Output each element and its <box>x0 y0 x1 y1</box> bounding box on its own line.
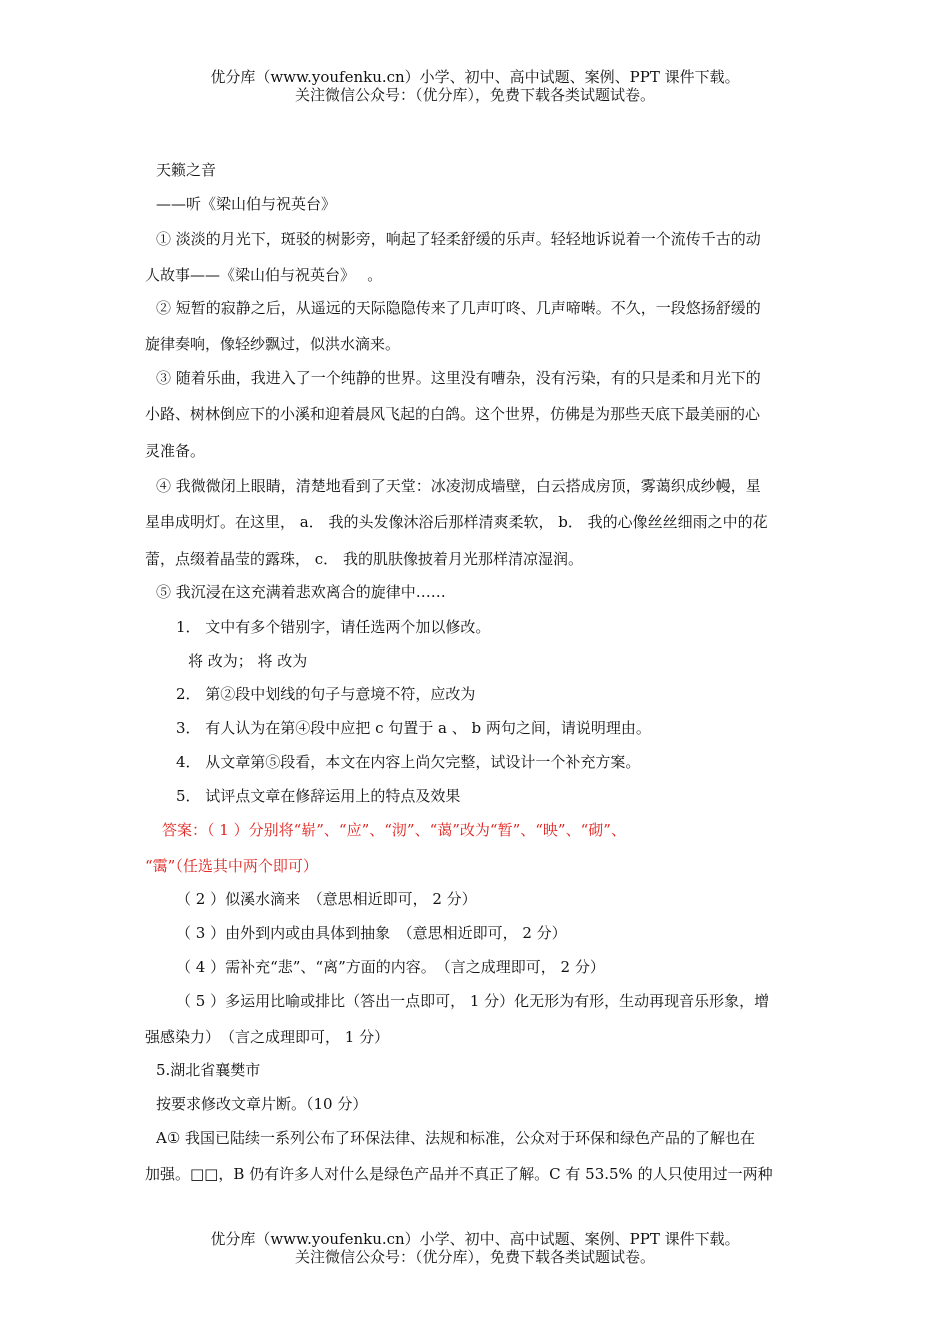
question-1-blanks: 将 改为； 将 改为 <box>188 652 308 670</box>
task-instruction: 按要求修改文章片断。（10 分） <box>156 1095 368 1113</box>
answer-2: （ 2 ）似溪水滴来 （意思相近即可， 2 分） <box>176 890 477 908</box>
paragraph-4-line-2: 星串成明灯。在这里， a． 我的头发像沐浴后那样清爽柔软， b． 我的心像丝丝细雨之中的花 <box>145 513 768 531</box>
article-title: 天籁之音 <box>156 161 217 179</box>
paragraph-3-line-1: ③ 随着乐曲，我进入了一个纯静的世界。这里没有嘈杂，没有污染，有的只是柔和月光下的 <box>156 369 761 387</box>
section-heading: 5.湖北省襄樊市 <box>156 1061 261 1079</box>
header-line-1: 优分库（www.youfenku.cn）小学、初中、高中试题、案例、PPT 课件下载。 <box>210 68 740 86</box>
answer-4: （ 4 ）需补充“悲”、“离”方面的内容。 （言之成理即可， 2 分） <box>176 958 605 976</box>
header-line-2: 关注微信公众号：（优分库），免费下载各类试题试卷。 <box>294 86 655 104</box>
paragraph-3-line-2: 小路、树林倒应下的小溪和迎着晨风飞起的白鸽。这个世界，仿佛是为那些天底下最美丽的心 <box>145 405 761 423</box>
answer-3: （ 3 ）由外到内或由具体到抽象 （意思相近即可， 2 分） <box>176 924 567 942</box>
question-4: 4． 从文章第⑤段看，本文在内容上尚欠完整，试设计一个补充方案。 <box>176 753 641 771</box>
page-footer <box>0 1230 950 1266</box>
answer-1-line-2: “霭”（任选其中两个即可） <box>145 857 318 875</box>
paragraph-1-line-2: 人故事——《梁山伯与祝英台》 。 <box>145 266 383 284</box>
paragraph-2-line-2: 旋律奏响，像轻纱飘过，似洪水滴来。 <box>145 335 401 353</box>
paragraph-4-line-3: 蕾，点缀着晶莹的露珠， c． 我的肌肤像披着月光那样清凉湿润。 <box>145 550 583 568</box>
paragraph-5: ⑤ 我沉浸在这充满着悲欢离合的旋律中…… <box>156 583 446 601</box>
excerpt-line-2: 加强。□□，B 仍有许多人对什么是绿色产品并不真正了解。C 有 53.5% 的人只使用过一两种 <box>145 1165 773 1183</box>
excerpt-line-1: A① 我国已陆续一系列公布了环保法律、法规和标准，公众对于环保和绿色产品的了解也在 <box>156 1129 756 1147</box>
answer-5-line-2: 强感染力） （言之成理即可， 1 分） <box>145 1028 390 1046</box>
question-1: 1． 文中有多个错别字，请任选两个加以修改。 <box>176 618 491 636</box>
answer-5-line-1: （ 5 ）多运用比喻或排比（答出一点即可， 1 分）化无形为有形，生动再现音乐形象，增 <box>176 992 770 1010</box>
footer-line-1: 优分库（www.youfenku.cn）小学、初中、高中试题、案例、PPT 课件下载。 <box>210 1230 740 1248</box>
question-5: 5． 试评点文章在修辞运用上的特点及效果 <box>176 787 461 805</box>
question-3: 3． 有人认为在第④段中应把 c 句置于 a 、 b 两句之间，请说明理由。 <box>176 719 651 737</box>
paragraph-1-line-1: ① 淡淡的月光下，斑驳的树影旁，响起了轻柔舒缓的乐声。轻轻地诉说着一个流传千古的动 <box>156 230 761 248</box>
paragraph-4-line-1: ④ 我微微闭上眼睛，清楚地看到了天堂：冰凌沏成墙壁，白云搭成房顶，雾蔼织成纱幔，星 <box>156 477 761 495</box>
paragraph-2-line-1: ② 短暂的寂静之后，从遥远的天际隐隐传来了几声叮咚、几声啼啭。不久，一段悠扬舒缓的 <box>156 299 761 317</box>
answer-1-line-1: 答案：（ 1 ）分别将“崭”、“应”、“沏”、“蔼”改为“暂”、“映”、“砌”、 <box>162 821 626 839</box>
footer-line-2: 关注微信公众号：（优分库），免费下载各类试题试卷。 <box>294 1248 655 1266</box>
paragraph-3-line-3: 灵准备。 <box>145 442 206 460</box>
page-header <box>0 68 950 104</box>
question-2: 2． 第②段中划线的句子与意境不符，应改为 <box>176 685 476 703</box>
article-subtitle: ——听《梁山伯与祝英台》 <box>156 195 337 213</box>
